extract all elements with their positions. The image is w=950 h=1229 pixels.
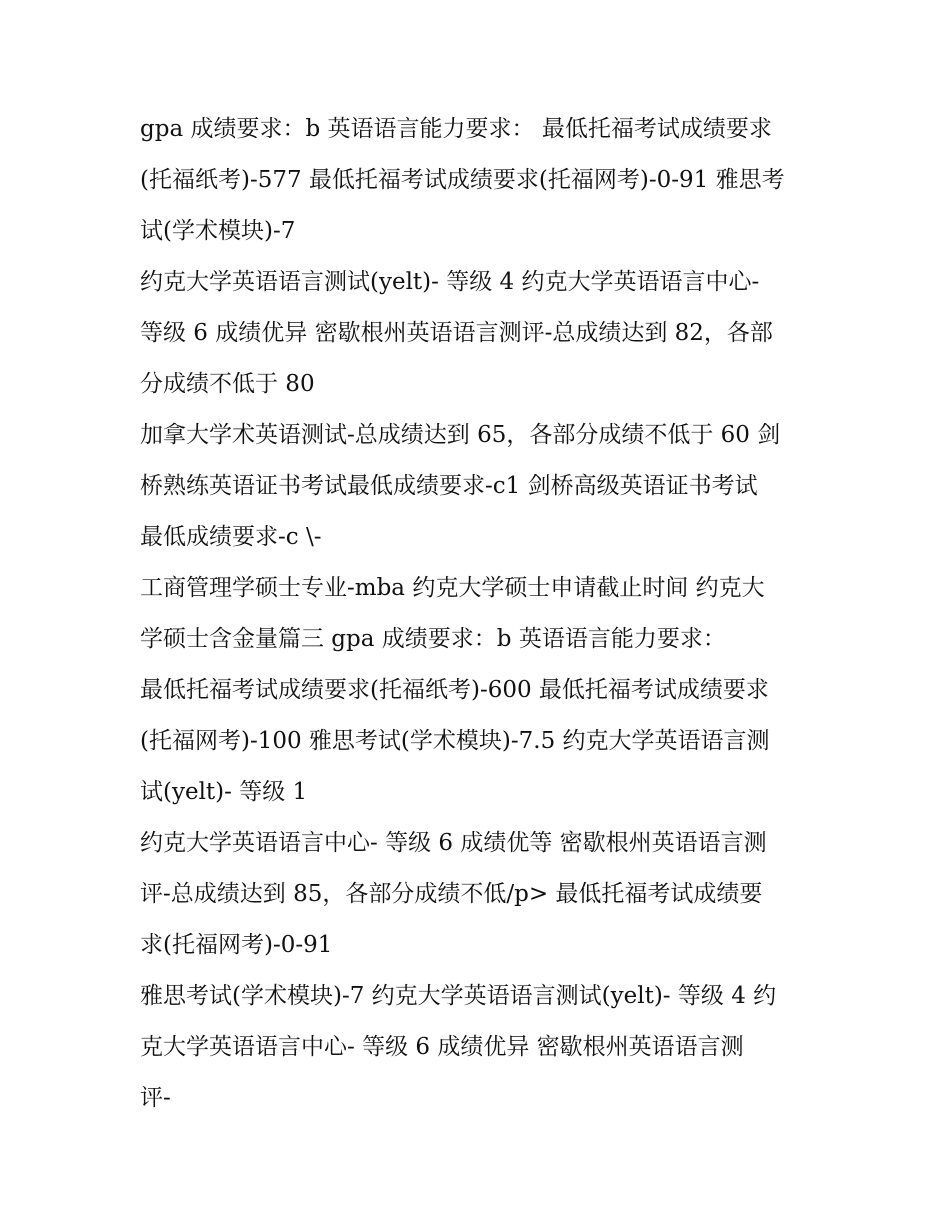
text-line: (托福网考)-100 雅思考试(学术模块)-7.5 约克大学英语语言测 (140, 728, 770, 754)
text-line: 最低成绩要求-c \- (140, 524, 322, 550)
text-line: (托福纸考)-577 最低托福考试成绩要求(托福网考)-0-91 雅思考 (140, 167, 785, 193)
paragraph-1 (140, 104, 820, 257)
document-body (140, 104, 820, 1124)
text-line: 约克大学英语语言中心- 等级 6 成绩优等 密歇根州英语语言测 (140, 830, 767, 856)
paragraph-4 (140, 563, 820, 665)
paragraph-6 (140, 818, 820, 971)
text-line: 学硕士含金量篇三 gpa 成绩要求：b 英语语言能力要求： (140, 626, 726, 652)
text-line: 最低托福考试成绩要求(托福纸考)-600 最低托福考试成绩要求 (140, 677, 769, 703)
text-line: gpa 成绩要求：b 英语语言能力要求： 最低托福考试成绩要求 (140, 116, 772, 142)
paragraph-5 (140, 665, 820, 818)
text-line: 加拿大学术英语测试-总成绩达到 65，各部分成绩不低于 60 剑 (140, 422, 781, 448)
text-line: 求(托福网考)-0-91 (140, 932, 333, 958)
text-line: 等级 6 成绩优异 密歇根州英语语言测评-总成绩达到 82，各部 (140, 320, 773, 346)
text-line: 工商管理学硕士专业-mba 约克大学硕士申请截止时间 约克大 (140, 575, 765, 601)
text-line: 试(yelt)- 等级 1 (140, 779, 308, 805)
text-line: 雅思考试(学术模块)-7 约克大学英语语言测试(yelt)- 等级 4 约 (140, 983, 777, 1009)
text-line: 桥熟练英语证书考试最低成绩要求-c1 剑桥高级英语证书考试 (140, 473, 758, 499)
paragraph-2 (140, 257, 820, 410)
text-line: 评-总成绩达到 85，各部分成绩不低/p> 最低托福考试成绩要 (140, 881, 763, 907)
text-line: 评- (140, 1085, 171, 1111)
paragraph-3 (140, 410, 820, 563)
text-line: 试(学术模块)-7 (140, 218, 296, 244)
text-line: 约克大学英语语言测试(yelt)- 等级 4 约克大学英语语言中心- (140, 269, 760, 295)
text-line: 克大学英语语言中心- 等级 6 成绩优异 密歇根州英语语言测 (140, 1034, 744, 1060)
text-line: 分成绩不低于 80 (140, 371, 315, 397)
paragraph-7 (140, 971, 820, 1124)
